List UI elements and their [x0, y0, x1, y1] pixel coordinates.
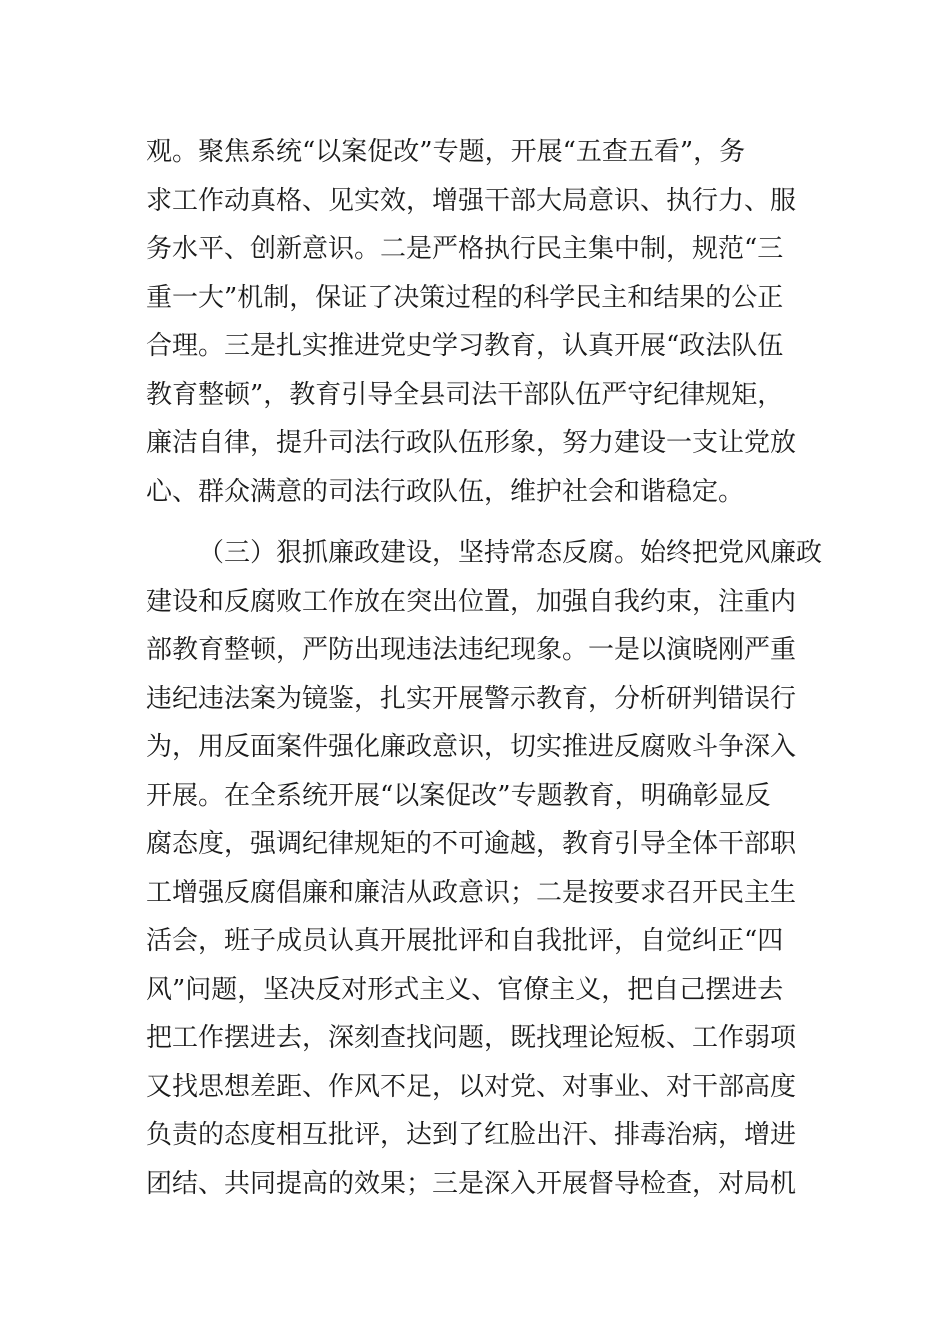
text-line: 合理。三是扎实推进党史学习教育，认真开展“政法队伍 [146, 331, 784, 361]
text-line: 团结、共同提高的效果；三是深入开展督导检查，对局机 [146, 1168, 797, 1199]
text-line: 为，用反面案件强化廉政意识，切实推进反腐败斗争深入 [146, 732, 797, 762]
text-line: 负责的态度相互批评，达到了红脸出汗、排毒治病，增进 [146, 1120, 797, 1150]
text-line: 腐态度，强调纪律规矩的不可逾越，教育引导全体干部职 [146, 829, 797, 859]
text-line: 求工作动真格、见实效，增强干部大局意识、执行力、服 [146, 185, 797, 216]
text-line: 部教育整顿，严防出现违法违纪现象。一是以演晓刚严重 [146, 635, 797, 665]
section-heading-line: （三）狠抓廉政建设，坚持常态反腐。始终把党风廉政 [198, 538, 823, 568]
text-line: 又找思想差距、作风不足，以对党、对事业、对干部高度 [146, 1071, 797, 1102]
text-line: 工增强反腐倡廉和廉洁从政意识；二是按要求召开民主生 [146, 877, 797, 908]
text-line: 违纪违法案为镜鉴，扎实开展警示教育，分析研判错误行 [146, 683, 797, 714]
text-line: 廉洁自律，提升司法行政队伍形象，努力建设一支让党放 [146, 428, 797, 458]
text-line: 风”问题，坚决反对形式主义、官僚主义，把自己摆进去 [146, 974, 784, 1005]
text-line: 把工作摆进去，深刻查找问题，既找理论短板、工作弱项 [146, 1023, 797, 1053]
text-line: 心、群众满意的司法行政队伍，维护社会和谐稳定。 [146, 476, 745, 507]
text-line: 开展。在全系统开展“以案促改”专题教育，明确彰显反 [146, 780, 771, 811]
text-line: 教育整顿”，教育引导全县司法干部队伍严守纪律规矩， [146, 379, 784, 410]
paragraph-section-three [146, 529, 823, 1208]
paragraph-continuation [146, 128, 816, 516]
text-line: 务水平、创新意识。二是严格执行民主集中制，规范“三 [146, 234, 784, 264]
text-line: 重一大”机制，保证了决策过程的科学民主和结果的公正 [146, 282, 784, 313]
text-line: 观。聚焦系统“以案促改”专题，开展“五查五看”，务 [146, 137, 746, 167]
text-line: 活会，班子成员认真开展批评和自我批评，自觉纠正“四 [146, 926, 784, 956]
text-line: 建设和反腐败工作放在突出位置，加强自我约束，注重内 [146, 586, 797, 617]
